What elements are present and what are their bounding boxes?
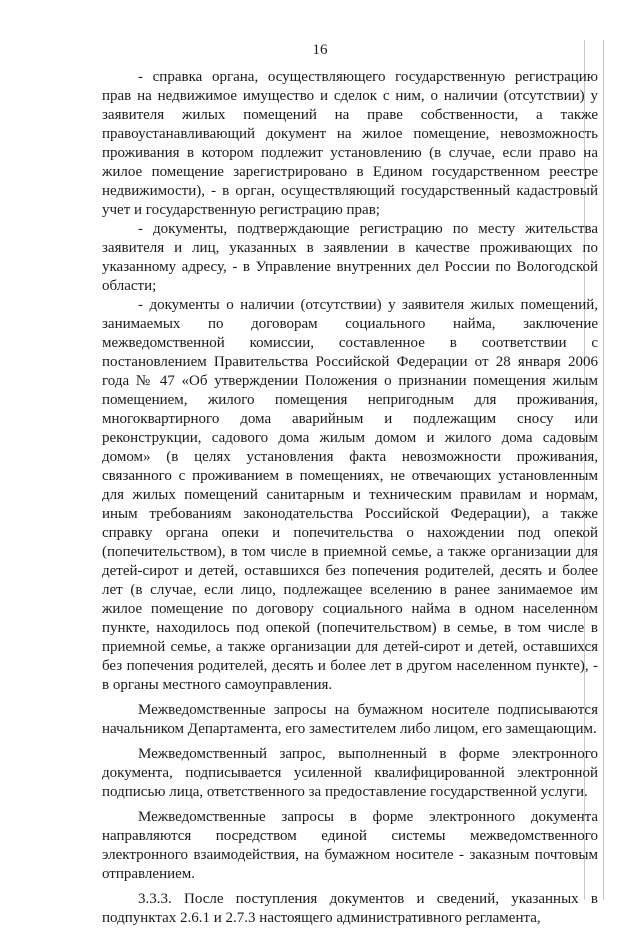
paragraph: - документы о наличии (отсутствии) у заявителя жилых помещений, занимаемых по договорам социального найма, заключение межведомственной комиссии, составленное в соответствии с постановлением Правительства Российской Федерации от 28 января 2006 года № 47 «Об утверждении Положения о признании помещения жилым помещением, жилого помещения непригодным для проживания, многоквартирного дома аварийным и подлежащим сносу или реконструкции, садового дома жилым домом и жилого дома садовым домом» (в целях установления факта невозможности проживания, связанного с проживанием в помещениях, не отвечающих установленным для жилых помещений санитарным и техническим правилам и нормам, иным требованиям законодательства Российской Федерации), а также справку органа опеки и попечительства о нахождении под опекой (попечительством), в том числе в приемной семье, а также организации для детей-сирот и детей, оставшихся без попечения родителей, десять и более лет (в случае, если лицо, подлежащее вселению в ранее занимаемое им жилое помещение по договору социального найма в одном населенном пункте, находилось под опекой (попечительством) в семье, в том числе в приемной семье, а также организации для детей-сирот и детей, оставшихся без попечения родителей, десять и более лет в другом населенном пункте), - в органы местного самоуправления. — [102, 297, 598, 693]
paragraph: - документы, подтверждающие регистрацию по месту жительства заявителя и лиц, указанных в заявлении в качестве проживающих по указанному адресу, - в Управление внутренних дел России по Вологодской области; — [102, 221, 598, 294]
paragraph: Межведомственный запрос, выполненный в форме электронного документа, подписывается усиленной квалифицированной электронной подписью лица, ответственного за предоставление государственной услуги. — [102, 746, 598, 800]
paragraph: - справка органа, осуществляющего государственную регистрацию прав на недвижимое имущество и сделок с ним, о наличии (отсутствии) у заявителя жилых помещений на праве собственности, а также правоустанавливающий документ на жилое помещение, невозможность проживания в котором подлежит установлению (в случае, если право на жилое помещение зарегистрировано в Едином государственном реестре недвижимости), - в орган, осуществляющий государственный кадастровый учет и государственную регистрацию прав; — [102, 69, 598, 218]
paragraph: Межведомственные запросы на бумажном носителе подписываются начальником Департамента, его заместителем либо лицом, его замещающим. — [102, 702, 598, 737]
paragraph: 3.3.3. После поступления документов и сведений, указанных в подпунктах 2.6.1 и 2.7.3 настоящего административного регламента, — [102, 891, 598, 926]
paragraph: Межведомственные запросы в форме электронного документа направляются посредством единой системы межведомственного электронного взаимодействия, на бумажном носителе - заказным почтовым отправлением. — [102, 809, 598, 882]
document-body — [102, 68, 598, 928]
scan-artifact-line — [603, 40, 604, 900]
page-number: 16 — [312, 42, 328, 58]
